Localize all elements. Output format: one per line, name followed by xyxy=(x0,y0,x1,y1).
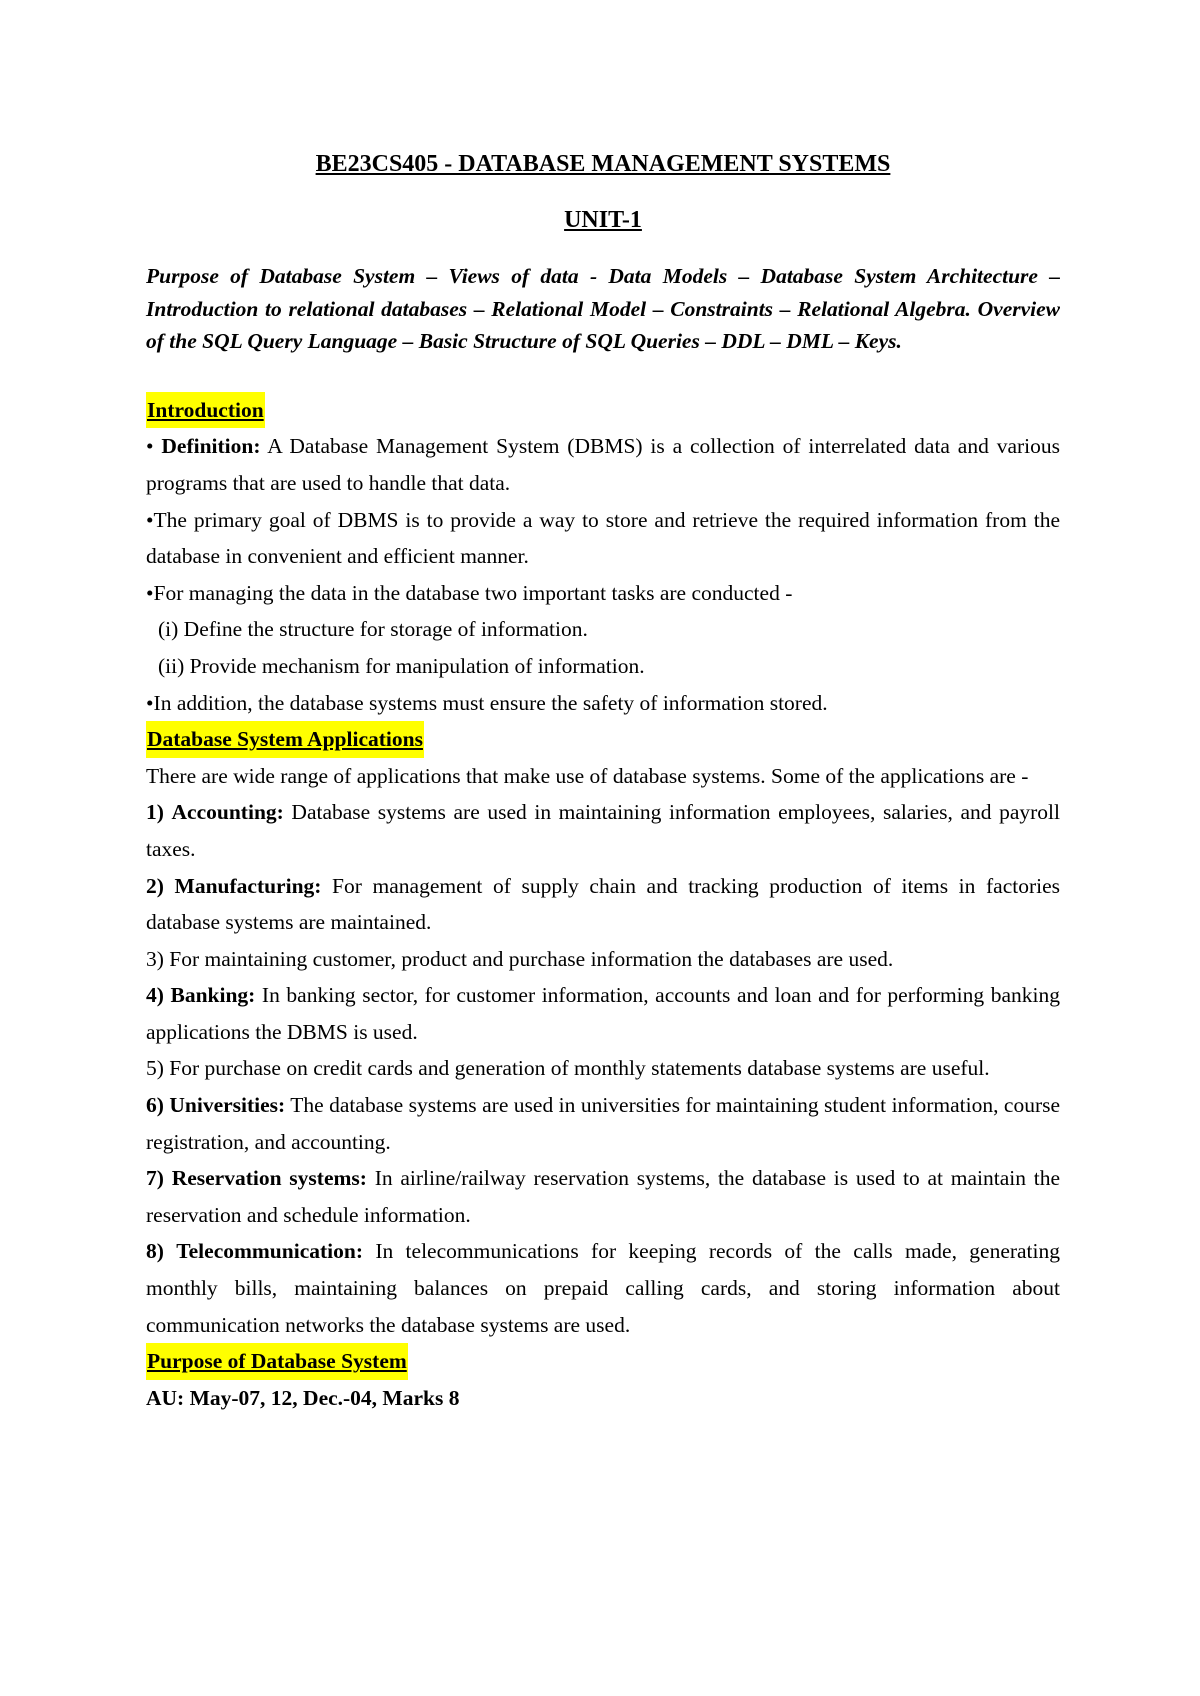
application-number: 8) xyxy=(146,1239,164,1264)
application-item xyxy=(146,1160,1060,1233)
application-text: For management of supply chain and tracking production of items in factories database systems are maintained. xyxy=(146,873,1061,935)
syllabus-paragraph: Purpose of Database System – Views of data - Data Models – Database System Architecture – Introduction to relational databases – Relational Model – Constraints – Relational Algebra. Overview of the SQL Query Language – Basic Structure of SQL Queries – DDL – DML – Keys. xyxy=(146,264,1060,354)
document-title: BE23CS405 - DATABASE MANAGEMENT SYSTEMS xyxy=(315,151,891,177)
intro-item-text: The primary goal of DBMS is to provide a way to store and retrieve the required information from the database in convenient and efficient manner. xyxy=(146,507,1060,569)
intro-item-tasks xyxy=(146,575,1060,612)
application-item xyxy=(146,868,1060,941)
application-number: 4) xyxy=(146,983,164,1008)
application-number: 7) xyxy=(146,1166,164,1191)
application-text: In telecommunications for keeping records of the calls made, generating monthly bills, maintaining balances on prepaid calling cards, and storing information about communication networks the database systems are used. xyxy=(146,1239,1061,1337)
unit-heading: UNIT-1 xyxy=(564,207,642,233)
bullet: • xyxy=(146,690,154,715)
intro-item-definition xyxy=(146,428,1060,501)
application-item xyxy=(146,1050,1060,1087)
intro-sub-item: (i) Define the structure for storage of information. xyxy=(158,617,588,642)
applications-intro: There are wide range of applications that make use of database systems. Some of the applications are - xyxy=(146,763,1029,788)
intro-item-label: Definition: xyxy=(161,434,261,459)
application-label: Manufacturing: xyxy=(174,873,322,898)
application-label: Reservation systems: xyxy=(171,1166,367,1191)
application-number: 3) xyxy=(146,946,164,971)
application-text: For purchase on credit cards and generation of monthly statements database systems are useful. xyxy=(163,1056,990,1081)
application-item xyxy=(146,941,1060,978)
applications-heading: Database System Applications xyxy=(146,721,424,758)
document-body xyxy=(146,146,1060,1416)
application-item xyxy=(146,977,1060,1050)
intro-item-goal xyxy=(146,502,1060,575)
intro-item-text: For managing the data in the database two important tasks are conducted - xyxy=(153,580,793,605)
au-marks-line: AU: May-07, 12, Dec.-04, Marks 8 xyxy=(146,1385,460,1410)
intro-sub-item: (ii) Provide mechanism for manipulation of information. xyxy=(158,653,645,678)
introduction-heading: Introduction xyxy=(146,392,265,429)
application-number: 5) xyxy=(146,1056,164,1081)
bullet: • xyxy=(146,580,154,605)
purpose-section xyxy=(146,1343,1060,1380)
purpose-heading: Purpose of Database System xyxy=(146,1343,408,1380)
application-text: In airline/railway reservation systems, the database is used to at maintain the reservation and schedule information. xyxy=(146,1166,1060,1227)
bullet: • xyxy=(146,434,154,459)
application-number: 1) xyxy=(146,800,164,825)
applications-section xyxy=(146,721,1060,758)
application-item xyxy=(146,1087,1060,1160)
application-label: Universities: xyxy=(169,1093,286,1118)
intro-item-text: In addition, the database systems must ensure the safety of information stored. xyxy=(153,690,828,715)
intro-item-safety xyxy=(146,685,1060,722)
application-label: Accounting: xyxy=(171,800,284,825)
application-item xyxy=(146,1233,1060,1343)
intro-item-text: A Database Management System (DBMS) is a collection of interrelated data and various programs that are used to handle that data. xyxy=(146,434,1061,495)
application-item xyxy=(146,794,1060,867)
application-label: Telecommunication: xyxy=(176,1239,363,1264)
application-text: The database systems are used in universities for maintaining student information, course registration, and accounting. xyxy=(146,1093,1061,1154)
application-text: For maintaining customer, product and purchase information the databases are used. xyxy=(163,946,894,971)
application-text: Database systems are used in maintaining information employees, salaries, and payroll taxes. xyxy=(146,800,1060,861)
application-number: 6) xyxy=(146,1093,164,1118)
application-text: In banking sector, for customer information, accounts and loan and for performing banking applications the DBMS is used. xyxy=(146,983,1060,1044)
application-label: Banking: xyxy=(170,983,256,1008)
introduction-section xyxy=(146,392,1060,429)
bullet: • xyxy=(146,507,154,532)
application-number: 2) xyxy=(146,873,164,898)
